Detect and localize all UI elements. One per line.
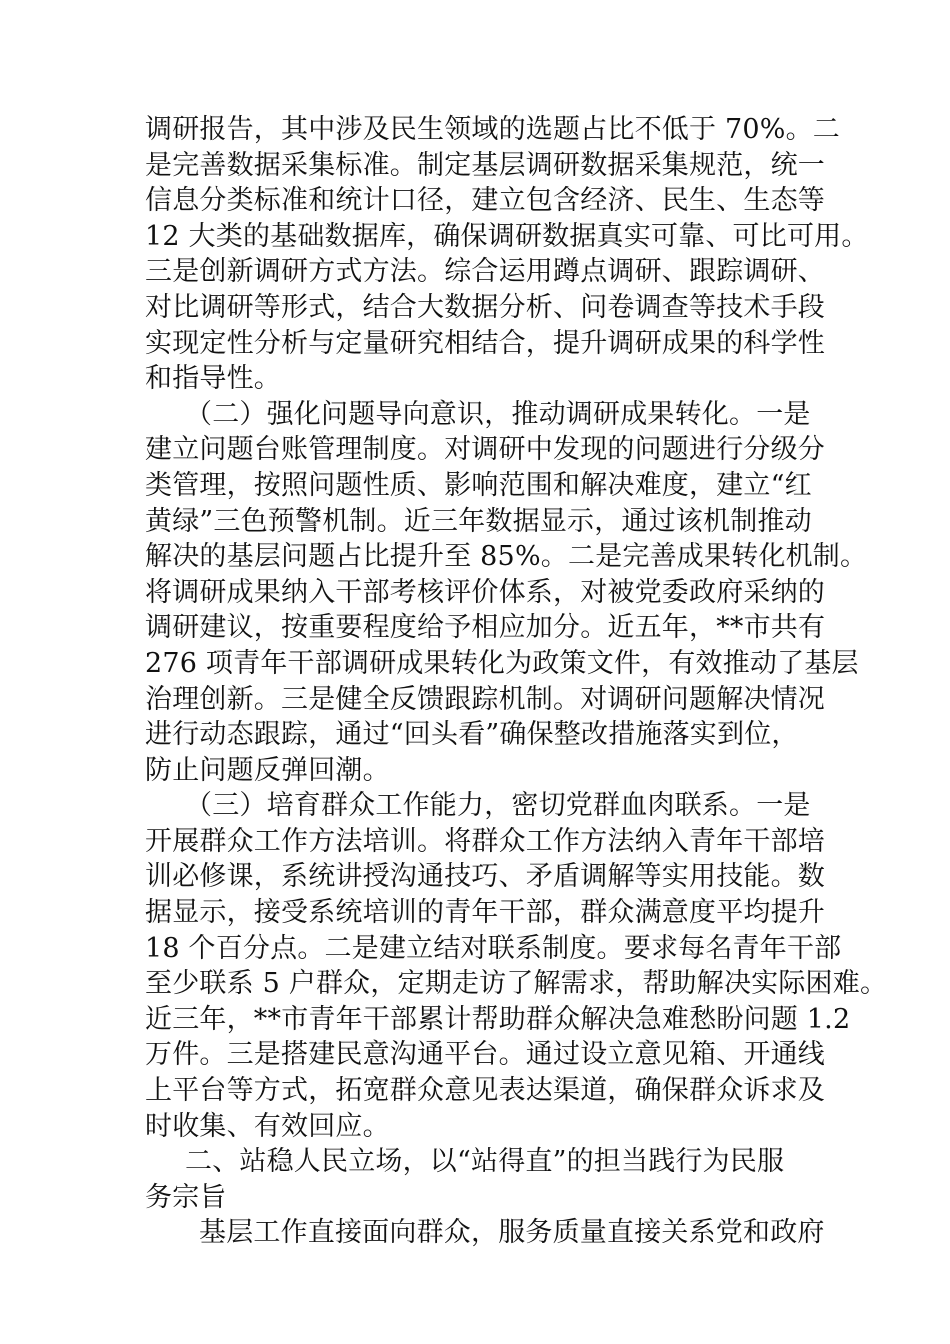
text-line: 和指导性。	[145, 363, 281, 395]
text-line: 信息分类标准和统计口径，建立包含经济、民生、生态等	[145, 185, 825, 217]
document-body	[145, 112, 888, 1251]
text-line: 对比调研等形式，结合大数据分析、问卷调查等技术手段	[145, 291, 825, 323]
text-line: 调研报告，其中涉及民生领域的选题占比不低于 70%。二	[145, 114, 840, 145]
text-line: 解决的基层问题占比提升至 85%。二是完善成果转化机制。	[145, 541, 868, 573]
text-line: 至少联系 5 户群众，定期走访了解需求，帮助解决实际困难。	[145, 968, 888, 1000]
text-line: 将调研成果纳入干部考核评价体系，对被党委政府采纳的	[145, 576, 825, 608]
text-line: 万件。三是搭建民意沟通平台。通过设立意见箱、开通线	[145, 1039, 825, 1071]
subsection-heading-2: （二）强化问题导向意识，推动调研成果转化。一是	[185, 398, 811, 430]
text-line: 类管理，按照问题性质、影响范围和解决难度，建立“红	[145, 469, 812, 501]
text-line: 时收集、有效回应。	[145, 1110, 390, 1142]
text-line: 近三年，**市青年干部累计帮助群众解决急难愁盼问题 1.2	[145, 1003, 851, 1035]
text-line: 是完善数据采集标准。制定基层调研数据采集规范，统一	[145, 149, 825, 181]
text-line: 防止问题反弹回潮。	[145, 754, 390, 786]
text-line: 据显示，接受系统培训的青年干部，群众满意度平均提升	[145, 897, 825, 929]
section-heading: 二、站稳人民立场，以“站得直”的担当践行为民服	[185, 1146, 785, 1178]
text-line: 12 大类的基础数据库，确保调研数据真实可靠、可比可用。	[145, 220, 869, 252]
text-line: 治理创新。三是健全反馈跟踪机制。对调研问题解决情况	[145, 683, 825, 715]
text-line: 上平台等方式，拓宽群众意见表达渠道，确保群众诉求及	[145, 1075, 825, 1107]
text-line: 建立问题台账管理制度。对调研中发现的问题进行分级分	[145, 434, 825, 466]
text-line: 黄绿”三色预警机制。近三年数据显示，通过该机制推动	[145, 505, 812, 537]
text-line: 276 项青年干部调研成果转化为政策文件，有效推动了基层	[145, 647, 859, 679]
text-line: 基层工作直接面向群众，服务质量直接关系党和政府	[199, 1217, 825, 1249]
section-heading-continuation: 务宗旨	[145, 1181, 227, 1213]
text-line: 调研建议，按重要程度给予相应加分。近五年，**市共有	[145, 612, 826, 644]
text-line: 训必修课，系统讲授沟通技巧、矛盾调解等实用技能。数	[145, 861, 825, 893]
text-line: 三是创新调研方式方法。综合运用蹲点调研、跟踪调研、	[145, 256, 825, 288]
text-line: 开展群众工作方法培训。将群众工作方法纳入青年干部培	[145, 825, 825, 857]
text-line: 18 个百分点。二是建立结对联系制度。要求每名青年干部	[145, 932, 842, 964]
subsection-heading-3: （三）培育群众工作能力，密切党群血肉联系。一是	[185, 790, 811, 822]
text-line: 进行动态跟踪，通过“回头看”确保整改措施落实到位，	[145, 719, 799, 751]
text-line: 实现定性分析与定量研究相结合，提升调研成果的科学性	[145, 327, 825, 359]
